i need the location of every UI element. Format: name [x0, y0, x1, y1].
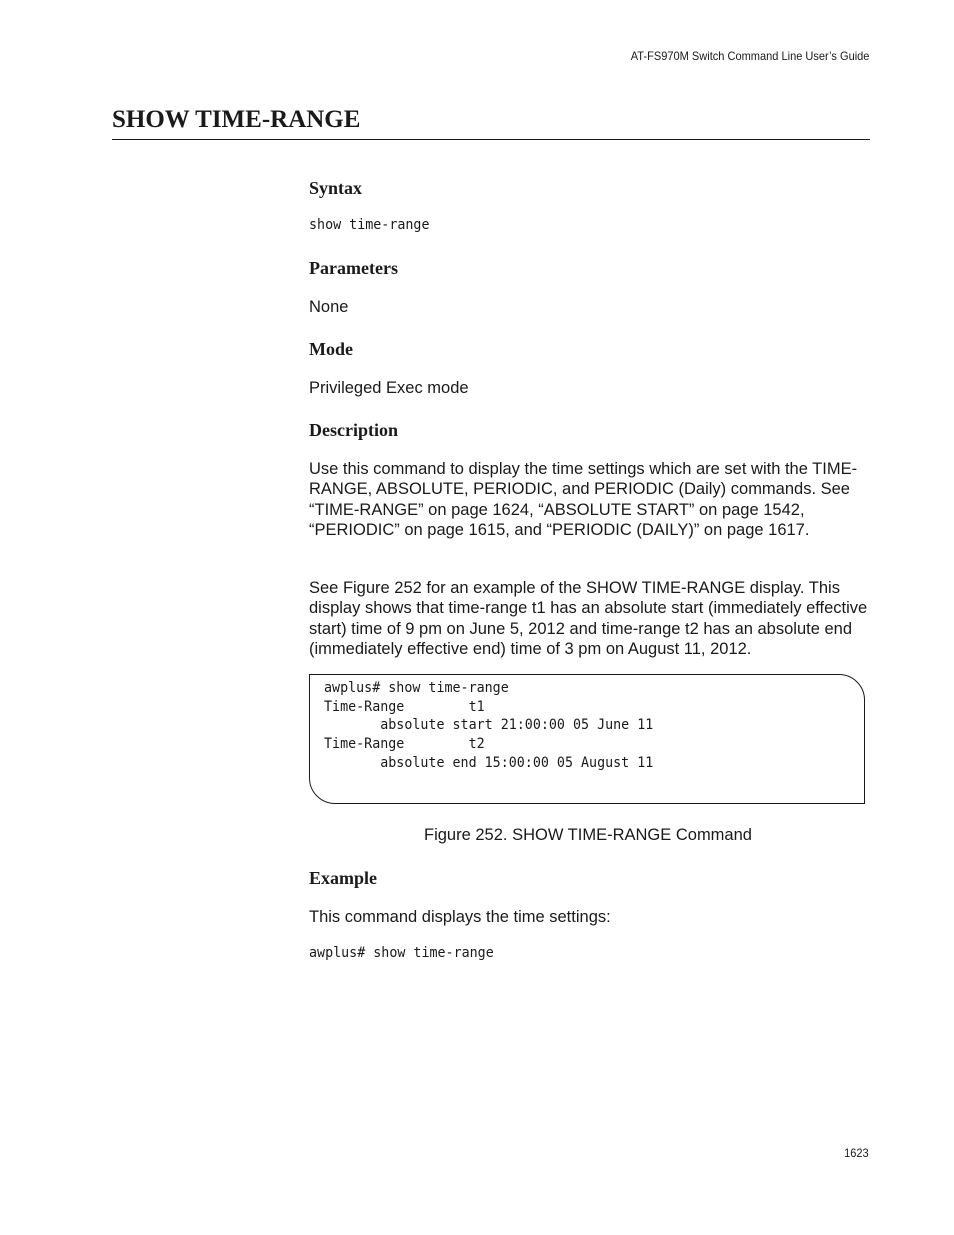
description-paragraph-2: See Figure 252 for an example of the SHOW TIME-RANGE display. This display shows that time-range t1 has an absolute start (immediately effective start) time of 9 pm on June 5, 2012 and time-range t2 has an absolute end (immediately effective end) time of 3 pm on August 11, 2012.	[309, 579, 868, 658]
figure-caption: Figure 252. SHOW TIME-RANGE Command	[424, 826, 752, 844]
running-header: AT-FS970M Switch Command Line User’s Guide	[630, 49, 869, 63]
description-heading: Description	[309, 420, 398, 440]
figure-code: awplus# show time-range Time-Range t1 absolute start 21:00:00 05 June 11 Time-Range t2 absolute end 15:00:00 05 August 11	[324, 680, 654, 771]
parameters-heading: Parameters	[309, 258, 398, 278]
page-number: 1623	[844, 1146, 869, 1160]
example-heading: Example	[309, 868, 378, 888]
description-paragraph-1: Use this command to display the time settings which are set with the TIME-RANGE, ABSOLUTE, PERIODIC, and PERIODIC (Daily) commands. See “TIME-RANGE” on page 1624, “ABSOLUTE START” on page 1542, “PERIODIC” on page 1615, and “PERIODIC (DAILY)” on page 1617.	[309, 460, 858, 539]
example-text: This command displays the time settings:	[309, 908, 611, 926]
mode-heading: Mode	[309, 339, 353, 359]
title-divider	[112, 139, 870, 140]
page-title: SHOW TIME-RANGE	[112, 106, 361, 133]
parameters-text: None	[309, 298, 349, 316]
syntax-code: show time-range	[309, 217, 430, 233]
syntax-heading: Syntax	[309, 178, 363, 198]
mode-text: Privileged Exec mode	[309, 379, 469, 397]
example-code: awplus# show time-range	[309, 945, 494, 961]
figure-box	[309, 674, 865, 804]
